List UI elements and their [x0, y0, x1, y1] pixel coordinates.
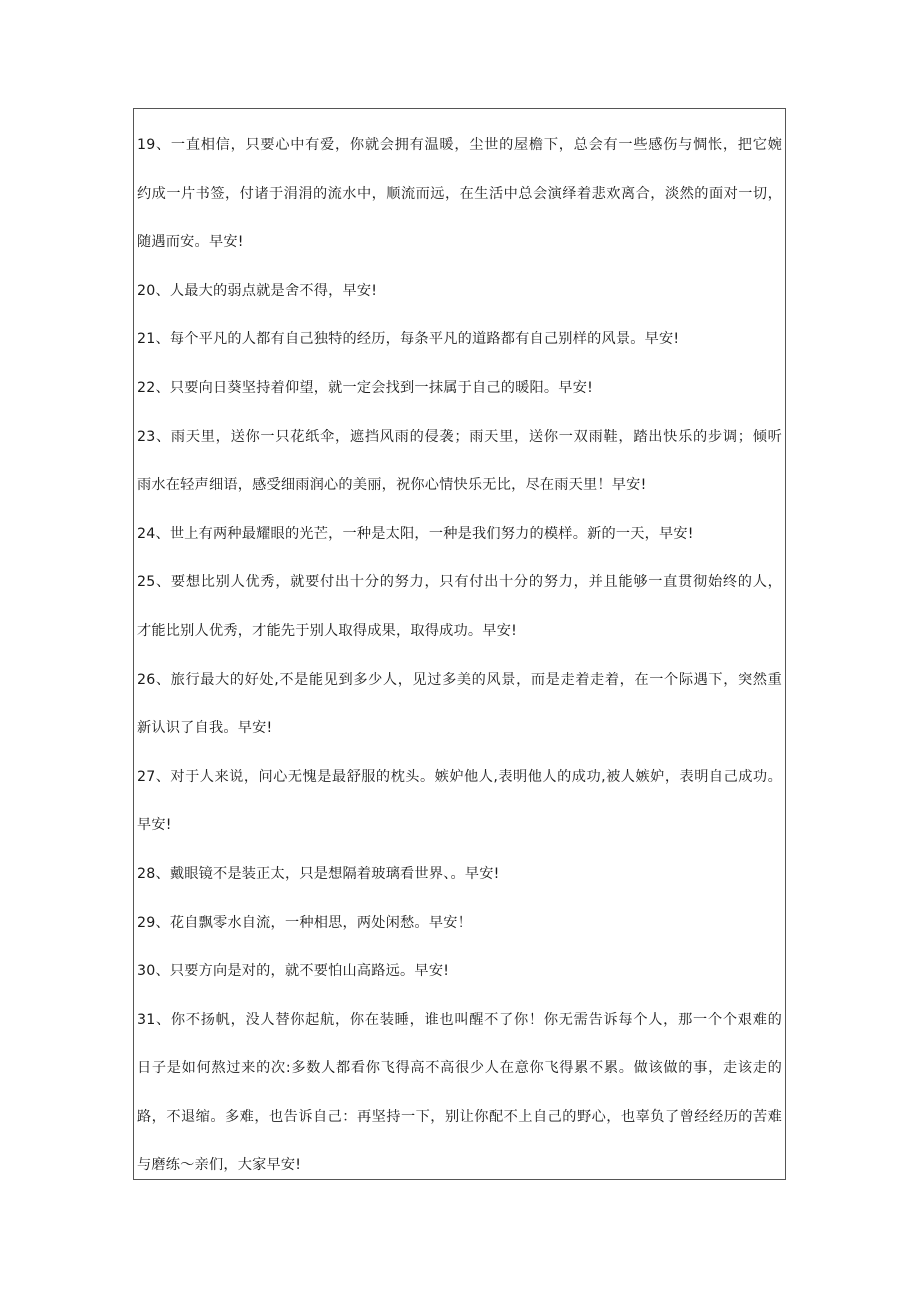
text-line-6: 22、只要向日葵坚持着仰望，就一定会找到一抹属于自己的暖阳。早安!: [137, 379, 593, 396]
text-line-2: 约成一片书签，付诸于涓涓的流水中，顺流而远，在生活中总会演绎着悲欢离合，淡然的面对一切，: [137, 185, 782, 202]
text-line-8: 雨水在轻声细语，感受细雨润心的美丽，祝你心情快乐无比，尽在雨天里！早安!: [137, 477, 647, 494]
text-line-18: 30、只要方向是对的，就不要怕山高路远。早安!: [137, 963, 450, 980]
text-line-17: 29、花自飘零水自流，一种相思，两处闲愁。早安！: [137, 914, 472, 931]
text-line-20: 日子是如何熬过来的次:多数人都看你飞得高不高很少人在意你飞得累不累。做该做的事，走该走的: [137, 1060, 782, 1077]
text-line-19: 31、你不扬帆，没人替你起航，你在装睡，谁也叫醒不了你！你无需告诉每个人，那一个个艰难的: [137, 1011, 782, 1028]
text-line-1: 19、一直相信，只要心中有爱，你就会拥有温暖，尘世的屋檐下，总会有一些感伤与惆怅，把它婉: [137, 137, 782, 153]
document-body: [137, 130, 782, 1180]
text-line-5: 21、每个平凡的人都有自己独特的经历，每条平凡的道路都有自己别样的风景。早安!: [137, 331, 680, 348]
text-line-13: 新认识了自我。早安!: [137, 720, 273, 737]
text-line-16: 28、戴眼镜不是装正太，只是想隔着玻璃看世界、。早安!: [137, 865, 500, 882]
text-line-10: 25、要想比别人优秀，就要付出十分的努力，只有付出十分的努力，并且能够一直贯彻始终的人，: [137, 574, 782, 591]
text-line-14: 27、对于人来说，问心无愧是最舒服的枕头。嫉妒他人,表明他人的成功,被人嫉妒，表明自己成功。: [137, 768, 782, 785]
text-line-12: 26、旅行最大的好处,不是能见到多少人，见过多美的风景，而是走着走着，在一个际遇下，突然重: [137, 671, 782, 688]
text-line-4: 20、人最大的弱点就是舍不得，早安!: [137, 282, 378, 299]
text-line-9: 24、世上有两种最耀眼的光芒，一种是太阳，一种是我们努力的模样。新的一天，早安!: [137, 525, 694, 542]
text-line-11: 才能比别人优秀，才能先于别人取得成果，取得成功。早安!: [137, 622, 517, 639]
text-line-21: 路，不退缩。多难，也告诉自己：再坚持一下，别让你配不上自己的野心，也辜负了曾经经历的苦难: [137, 1108, 782, 1125]
text-line-15: 早安!: [137, 817, 172, 834]
document-page: [133, 108, 786, 1180]
text-line-7: 23、雨天里，送你一只花纸伞，遮挡风雨的侵袭；雨天里，送你一双雨鞋，踏出快乐的步调；倾听: [137, 428, 782, 445]
text-line-3: 随遇而安。早安!: [137, 234, 244, 251]
text-line-22: 与磨练～亲们，大家早安!: [137, 1157, 302, 1174]
